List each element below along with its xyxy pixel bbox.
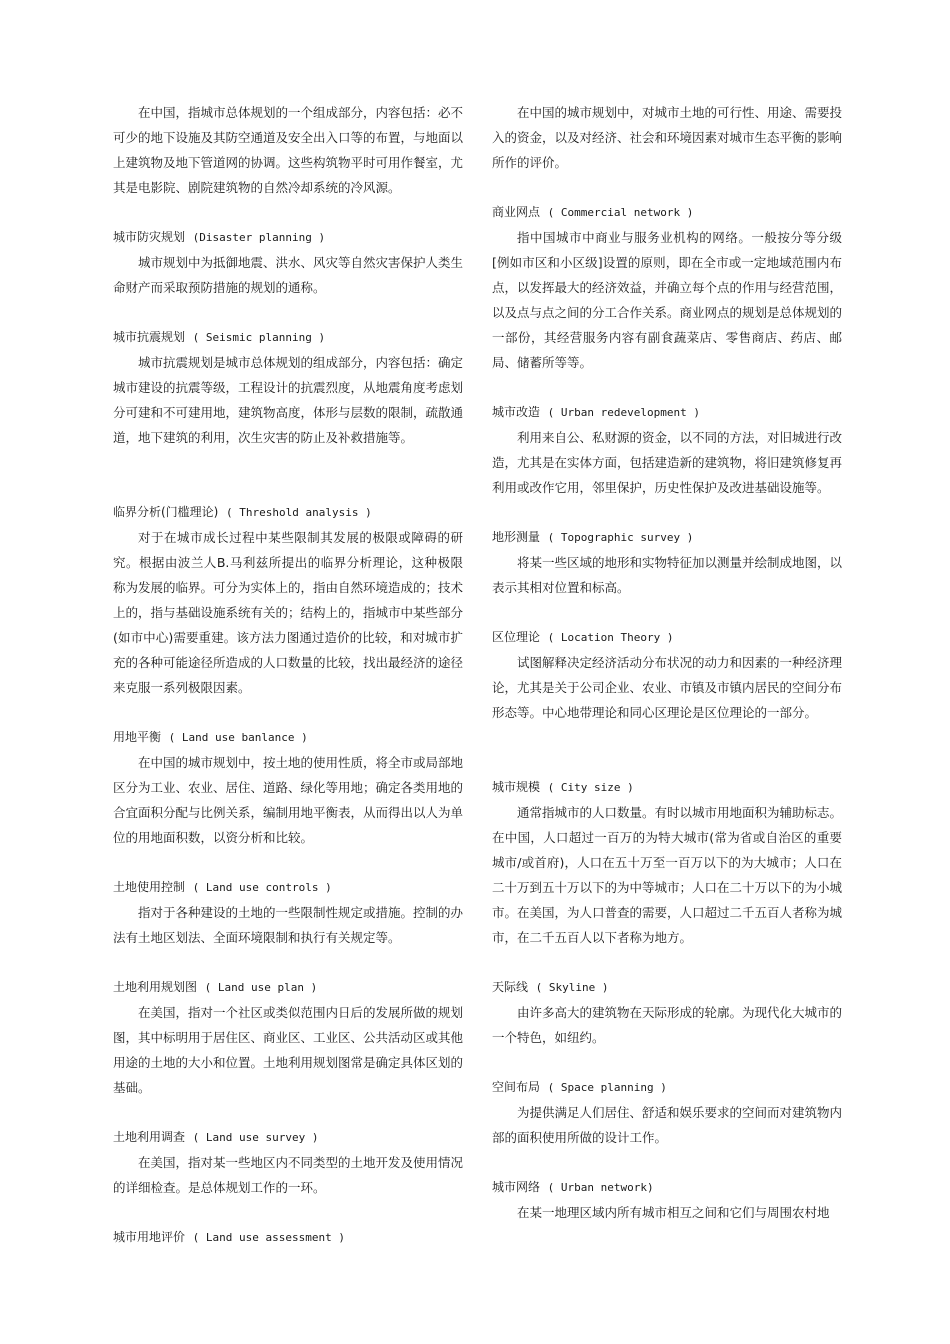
entry-body: 对于在城市成长过程中某些限制其发展的极限或障碍的研究。根据由波兰人B.马利兹所提出的临界分析理论，这种极限称为发展的临界。可分为实体上的，指由自然环境造成的；技术上的，指与基础设施系统有关的；结构上的，指城市中某些部分(如市中心)需要重建。该方法力图通过造价的比较，和对城市扩充的各种可能途径所造成的人口数量的比较，找出最经济的途径来克服一系列极限因素。 xyxy=(113,530,464,695)
entry-title-en: ( Land use controls ) xyxy=(192,881,332,894)
entry-title-zh: 区位理论 xyxy=(492,630,541,644)
entry-body: 通常指城市的人口数量。有时以城市用地面积为辅助标志。在中国，人口超过一百万的为特大城市(常为省或自治区的重要城市/或首府)，人口在五十万至一百万以下的为大城市；人口在二十万到五十万以下的为中等城市；人口在二十万以下的为小城市。在美国，为人口普查的需要，人口超过二千五百人者称为城市，在二千五百人以下者称为地方。 xyxy=(492,805,843,945)
entry-title-zh: 城市抗震规划 xyxy=(113,330,186,344)
entry-title-en: ( Seismic planning ) xyxy=(192,331,326,344)
entry-title-zh: 地形测量 xyxy=(492,530,541,544)
entry-title-en: ( Commercial network ) xyxy=(547,206,694,219)
entry-title xyxy=(492,625,842,650)
entry-title-en: ( Land use banlance ) xyxy=(168,731,308,744)
entry-title-en: ( Urban redevelopment ) xyxy=(547,406,700,419)
entry-body: 在某一地理区域内所有城市相互之间和它们与周围农村地 xyxy=(517,1205,830,1220)
entry-title-zh: 商业网点 xyxy=(492,205,541,219)
entry-title-en: ( Space planning ) xyxy=(547,1081,667,1094)
entry-title-zh: 空间布局 xyxy=(492,1080,541,1094)
entry-body: 在中国的城市规划中，对城市土地的可行性、用途、需要投入的资金，以及对经济、社会和环境因素对城市生态平衡的影响所作的评价。 xyxy=(492,105,843,170)
entry-title xyxy=(492,775,842,800)
entry-body: 将某一些区域的地形和实物特征加以测量并绘制成地图，以表示其相对位置和标高。 xyxy=(492,555,843,595)
entry-title xyxy=(492,1175,842,1200)
entry-title xyxy=(113,225,463,250)
entry-body: 城市抗震规划是城市总体规划的组成部分，内容包括：确定城市建设的抗震等级，工程设计的抗震烈度，从地震角度考虑划分可建和不可建用地，建筑物高度，体形与层数的限制，疏散通道，地下建筑的利用，次生灾害的防止及补救措施等。 xyxy=(113,355,464,445)
entry-body: 利用来自公、私财源的资金，以不同的方法，对旧城进行改造，尤其是在实体方面，包括建造新的建筑物，将旧建筑修复再利用或改作它用，邻里保护，历史性保护及改进基础设施等。 xyxy=(492,430,843,495)
entry-title xyxy=(113,325,463,350)
entry-title-zh: 天际线 xyxy=(492,980,529,994)
entry-title-en: ( Urban network) xyxy=(547,1181,654,1194)
right-column xyxy=(492,100,842,1225)
entry-title-en: ( City size ) xyxy=(547,781,634,794)
entry-title xyxy=(113,1225,463,1250)
entry-body: 由许多高大的建筑物在天际形成的轮廓。为现代化大城市的一个特色，如纽约。 xyxy=(492,1005,843,1045)
entry-body: 城市规划中为抵御地震、洪水、风灾等自然灾害保护人类生命财产而采取预防措施的规划的通称。 xyxy=(113,255,464,295)
entry-title xyxy=(113,875,463,900)
entry-body: 指中国城市中商业与服务业机构的网络。一般按分等分级[例如市区和小区级]设置的原则，即在全市或一定地域范围内布点，以发挥最大的经济效益，并确立每个点的作用与经营范围，以及点与点之间的分工合作关系。商业网点的规划是总体规划的一部份，其经营服务内容有副食蔬菜店、零售商店、药店、邮局、储蓄所等等。 xyxy=(492,230,843,370)
entry-title-en: ( Threshold analysis ) xyxy=(226,506,372,519)
entry-body: 在中国，指城市总体规划的一个组成部分，内容包括：必不可少的地下设施及其防空通道及安全出入口等的布置，与地面以上建筑物及地下管道网的协调。这些构筑物平时可用作餐室，尤其是电影院、剧院建筑物的自然冷却系统的冷风源。 xyxy=(113,105,464,195)
entry-title-en: ( Topographic survey ) xyxy=(547,531,694,544)
entry-body: 在中国的城市规划中，按土地的使用性质，将全市或局部地区分为工业、农业、居住、道路、绿化等用地；确定各类用地的合宜面积分配与比例关系，编制用地平衡表，从而得出以人为单位的用地面积数，以资分析和比较。 xyxy=(113,755,464,845)
entry-title-zh: 用地平衡 xyxy=(113,730,162,744)
entry-title xyxy=(113,725,463,750)
entry-title-zh: 土地利用调查 xyxy=(113,1130,186,1144)
entry-title-zh: 城市防灾规划 xyxy=(113,230,186,244)
entry-title-zh: 土地利用规划图 xyxy=(113,980,198,994)
entry-title xyxy=(492,525,842,550)
entry-title-zh: 城市规模 xyxy=(492,780,541,794)
entry-title-zh: 城市网络 xyxy=(492,1180,541,1194)
entry-title xyxy=(492,200,842,225)
entry-title-en: ( Land use plan ) xyxy=(204,981,318,994)
entry-title-en: (Disaster planning ) xyxy=(192,231,326,244)
entry-body: 试图解释决定经济活动分布状况的动力和因素的一种经济理论，尤其是关于公司企业、农业、市镇及市镇内居民的空间分布形态等。中心地带理论和同心区理论是区位理论的一部分。 xyxy=(492,655,843,720)
entry-title xyxy=(113,1125,463,1150)
entry-body: 指对于各种建设的土地的一些限制性规定或措施。控制的办法有土地区划法、全面环境限制和执行有关规定等。 xyxy=(113,905,464,945)
entry-body: 为提供满足人们居住、舒适和娱乐要求的空间而对建筑物内部的面积使用所做的设计工作。 xyxy=(492,1105,843,1145)
entry-body: 在美国，指对某一些地区内不同类型的土地开发及使用情况的详细检查。是总体规划工作的一环。 xyxy=(113,1155,464,1195)
entry-title-en: ( Skyline ) xyxy=(535,981,609,994)
entry-title-zh: 土地使用控制 xyxy=(113,880,186,894)
entry-title-zh: 城市用地评价 xyxy=(113,1230,186,1244)
entry-title xyxy=(113,500,463,525)
entry-title-en: ( Land use survey ) xyxy=(192,1131,319,1144)
left-column xyxy=(113,100,463,1250)
entry-title xyxy=(492,400,842,425)
entry-title xyxy=(492,1075,842,1100)
entry-title-zh: 临界分析(门槛理论) xyxy=(113,505,219,519)
entry-title-en: ( Location Theory ) xyxy=(547,631,674,644)
entry-body: 在美国，指对一个社区或类似范围内日后的发展所做的规划图，其中标明用于居住区、商业区、工业区、公共活动区或其他用途的土地的大小和位置。土地利用规划图常是确定具体区划的基础。 xyxy=(113,1005,464,1095)
entry-title xyxy=(113,975,463,1000)
entry-title xyxy=(492,975,842,1000)
entry-title-zh: 城市改造 xyxy=(492,405,541,419)
entry-title-en: ( Land use assessment ) xyxy=(192,1231,345,1244)
